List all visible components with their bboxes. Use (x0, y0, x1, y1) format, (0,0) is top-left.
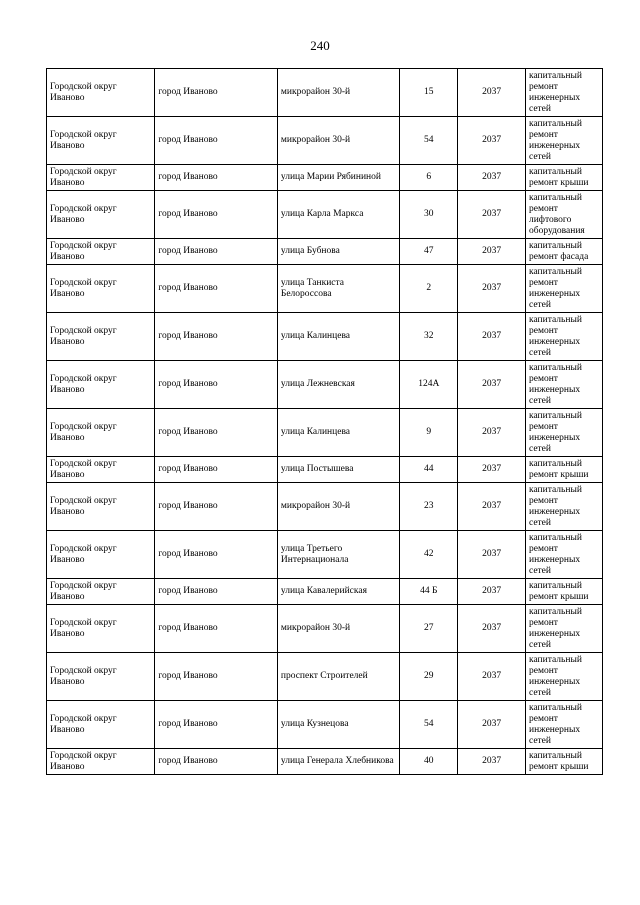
cell-street: микрорайон 30-й (277, 605, 400, 653)
cell-municipality: Городской округ Иваново (47, 409, 155, 457)
cell-house-number: 42 (400, 531, 458, 579)
cell-municipality: Городской округ Иваново (47, 605, 155, 653)
cell-municipality: Городской округ Иваново (47, 457, 155, 483)
cell-year: 2037 (458, 69, 526, 117)
cell-house-number: 29 (400, 653, 458, 701)
cell-work-type: капитальный ремонт инженерных сетей (525, 69, 602, 117)
cell-house-number: 40 (400, 749, 458, 775)
cell-year: 2037 (458, 579, 526, 605)
cell-year: 2037 (458, 653, 526, 701)
cell-municipality: Городской округ Иваново (47, 579, 155, 605)
cell-house-number: 27 (400, 605, 458, 653)
table-row (47, 457, 603, 483)
cell-municipality: Городской округ Иваново (47, 653, 155, 701)
page-number: 240 (310, 38, 330, 53)
cell-work-type: капитальный ремонт инженерных сетей (525, 605, 602, 653)
cell-street: улица Генерала Хлебникова (277, 749, 400, 775)
table-body (47, 69, 603, 775)
table-row (47, 653, 603, 701)
table-row (47, 313, 603, 361)
cell-year: 2037 (458, 361, 526, 409)
cell-house-number: 15 (400, 69, 458, 117)
repair-schedule-table (46, 68, 603, 775)
cell-municipality: Городской округ Иваново (47, 191, 155, 239)
cell-municipality: Городской округ Иваново (47, 701, 155, 749)
cell-work-type: капитальный ремонт инженерных сетей (525, 531, 602, 579)
cell-settlement: город Иваново (155, 313, 278, 361)
cell-municipality: Городской округ Иваново (47, 531, 155, 579)
cell-settlement: город Иваново (155, 579, 278, 605)
cell-settlement: город Иваново (155, 69, 278, 117)
table-row (47, 409, 603, 457)
cell-street: микрорайон 30-й (277, 69, 400, 117)
cell-work-type: капитальный ремонт лифтового оборудования (525, 191, 602, 239)
cell-municipality: Городской округ Иваново (47, 117, 155, 165)
cell-year: 2037 (458, 531, 526, 579)
table-row (47, 239, 603, 265)
cell-year: 2037 (458, 457, 526, 483)
cell-settlement: город Иваново (155, 653, 278, 701)
table-row (47, 483, 603, 531)
cell-settlement: город Иваново (155, 531, 278, 579)
cell-work-type: капитальный ремонт инженерных сетей (525, 361, 602, 409)
cell-street: улица Постышева (277, 457, 400, 483)
cell-municipality: Городской округ Иваново (47, 69, 155, 117)
cell-street: улица Третьего Интернационала (277, 531, 400, 579)
cell-work-type: капитальный ремонт инженерных сетей (525, 483, 602, 531)
table-row (47, 265, 603, 313)
cell-settlement: город Иваново (155, 191, 278, 239)
cell-municipality: Городской округ Иваново (47, 239, 155, 265)
cell-work-type: капитальный ремонт фасада (525, 239, 602, 265)
cell-house-number: 2 (400, 265, 458, 313)
cell-settlement: город Иваново (155, 701, 278, 749)
cell-street: улица Марии Рябининой (277, 165, 400, 191)
table-row (47, 165, 603, 191)
cell-street: улица Танкиста Белороссова (277, 265, 400, 313)
cell-work-type: капитальный ремонт инженерных сетей (525, 265, 602, 313)
cell-year: 2037 (458, 117, 526, 165)
cell-work-type: капитальный ремонт инженерных сетей (525, 653, 602, 701)
cell-street: проспект Строителей (277, 653, 400, 701)
cell-work-type: капитальный ремонт инженерных сетей (525, 409, 602, 457)
cell-street: улица Карла Маркса (277, 191, 400, 239)
cell-house-number: 47 (400, 239, 458, 265)
cell-settlement: город Иваново (155, 265, 278, 313)
cell-work-type: капитальный ремонт крыши (525, 749, 602, 775)
cell-settlement: город Иваново (155, 361, 278, 409)
table-row (47, 605, 603, 653)
cell-settlement: город Иваново (155, 239, 278, 265)
table-row (47, 117, 603, 165)
cell-house-number: 23 (400, 483, 458, 531)
cell-house-number: 124А (400, 361, 458, 409)
cell-house-number: 54 (400, 701, 458, 749)
cell-municipality: Городской округ Иваново (47, 361, 155, 409)
table-row (47, 531, 603, 579)
table-row (47, 701, 603, 749)
cell-work-type: капитальный ремонт инженерных сетей (525, 701, 602, 749)
cell-year: 2037 (458, 265, 526, 313)
cell-year: 2037 (458, 749, 526, 775)
cell-settlement: город Иваново (155, 409, 278, 457)
cell-settlement: город Иваново (155, 749, 278, 775)
cell-municipality: Городской округ Иваново (47, 313, 155, 361)
cell-house-number: 32 (400, 313, 458, 361)
cell-settlement: город Иваново (155, 483, 278, 531)
cell-work-type: капитальный ремонт крыши (525, 165, 602, 191)
cell-year: 2037 (458, 483, 526, 531)
cell-work-type: капитальный ремонт инженерных сетей (525, 313, 602, 361)
cell-work-type: капитальный ремонт крыши (525, 579, 602, 605)
cell-street: улица Лежневская (277, 361, 400, 409)
cell-municipality: Городской округ Иваново (47, 483, 155, 531)
cell-settlement: город Иваново (155, 605, 278, 653)
cell-house-number: 30 (400, 191, 458, 239)
cell-year: 2037 (458, 165, 526, 191)
cell-house-number: 6 (400, 165, 458, 191)
cell-municipality: Городской округ Иваново (47, 265, 155, 313)
cell-house-number: 44 (400, 457, 458, 483)
cell-house-number: 54 (400, 117, 458, 165)
cell-street: улица Калинцева (277, 313, 400, 361)
cell-work-type: капитальный ремонт крыши (525, 457, 602, 483)
cell-settlement: город Иваново (155, 457, 278, 483)
cell-settlement: город Иваново (155, 117, 278, 165)
cell-work-type: капитальный ремонт инженерных сетей (525, 117, 602, 165)
table-row (47, 361, 603, 409)
cell-year: 2037 (458, 701, 526, 749)
cell-street: улица Бубнова (277, 239, 400, 265)
cell-year: 2037 (458, 313, 526, 361)
cell-house-number: 9 (400, 409, 458, 457)
cell-year: 2037 (458, 605, 526, 653)
table-row (47, 191, 603, 239)
table-row (47, 749, 603, 775)
table-row (47, 69, 603, 117)
cell-year: 2037 (458, 239, 526, 265)
cell-municipality: Городской округ Иваново (47, 749, 155, 775)
cell-street: улица Калинцева (277, 409, 400, 457)
table-row (47, 579, 603, 605)
cell-street: микрорайон 30-й (277, 483, 400, 531)
cell-street: микрорайон 30-й (277, 117, 400, 165)
cell-year: 2037 (458, 191, 526, 239)
cell-street: улица Кузнецова (277, 701, 400, 749)
cell-year: 2037 (458, 409, 526, 457)
cell-settlement: город Иваново (155, 165, 278, 191)
cell-house-number: 44 Б (400, 579, 458, 605)
cell-street: улица Кавалерийская (277, 579, 400, 605)
cell-municipality: Городской округ Иваново (47, 165, 155, 191)
